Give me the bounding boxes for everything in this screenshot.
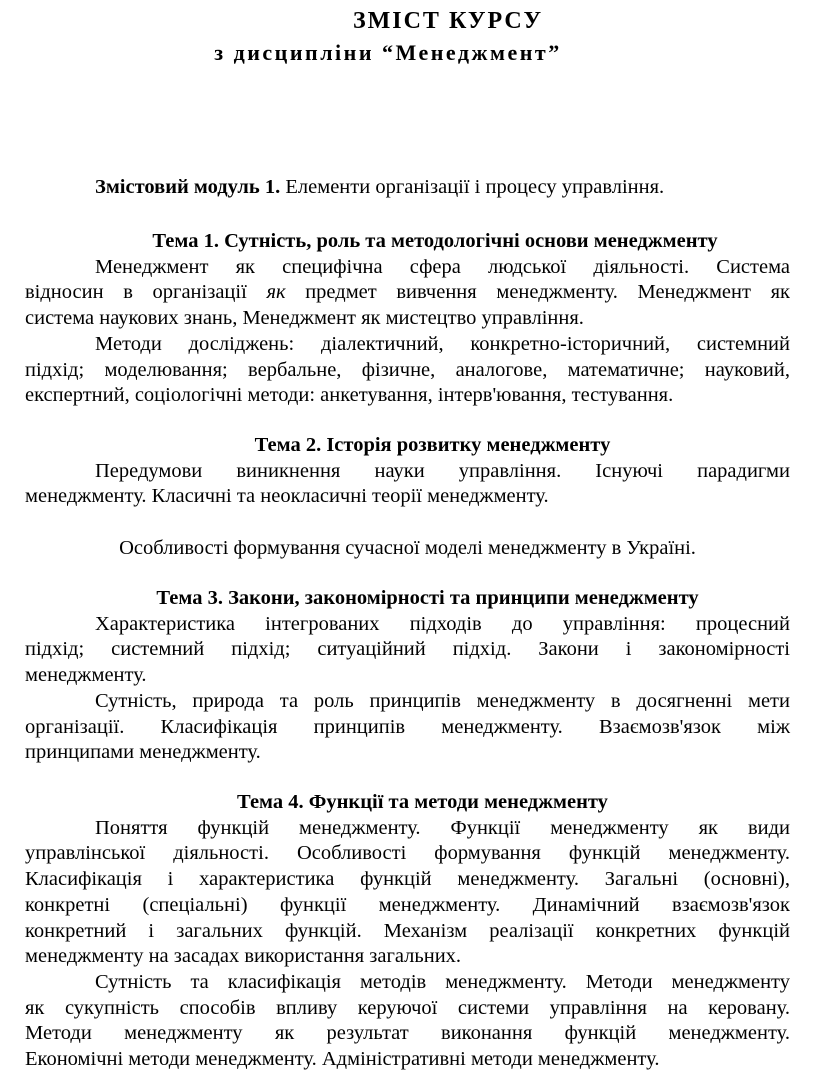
topic-3-heading: Тема 3. Закони, закономірності та принципи менеджменту <box>156 587 699 609</box>
text-line: менеджменту. Класичні та неокласичні теорії менеджменту. <box>25 485 549 508</box>
topic-4-heading: Тема 4. Функції та методи менеджменту <box>237 791 608 813</box>
module-label: Змістовий модуль 1. <box>95 176 281 198</box>
module-text: Елементи організації і процесу управління. <box>280 176 665 198</box>
italic-segment: як <box>266 281 286 304</box>
text-line: підхід; моделювання; вербальне, фізичне, аналогове, математичне; науковий, <box>25 358 790 381</box>
topic-2-heading: Тема 2. Історія розвитку менеджменту <box>254 434 611 456</box>
text-line: Особливості формування сучасної моделі менеджменту в Україні. <box>119 536 696 559</box>
text-line <box>25 280 790 306</box>
topic-1 <box>25 229 790 409</box>
text-line: управлінської діяльності. Особливості формування функцій менеджменту. <box>25 842 790 865</box>
text-line: експертний, соціологічні методи: анкетування, інтерв'ювання, тестування. <box>25 384 674 407</box>
document-title: ЗМІСТ КУРСУ <box>352 8 544 34</box>
text-line: система наукових знань, Менеджмент як мистецтво управління. <box>25 307 584 330</box>
text-line: як сукупність способів впливу керуючої системи управління на керовану. <box>25 996 790 1019</box>
text-line: Класифікація і характеристика функцій менеджменту. Загальні (основні), <box>25 868 790 891</box>
text-line: Характеристика інтегрованих підходів до управління: процесний <box>95 612 790 635</box>
topic-1-heading: Тема 1. Сутність, роль та методологічні основи менеджменту <box>152 230 718 252</box>
text-segment: відносин в організації <box>25 281 267 304</box>
text-line: Поняття функцій менеджменту. Функції менеджменту як види <box>95 816 790 839</box>
text-line: Менеджмент як специфічна сфера людської діяльності. Система <box>95 255 790 278</box>
text-line: конкретні (спеціальні) функції менеджменту. Динамічний взаємозв'язок <box>25 893 790 916</box>
topic-4 <box>25 790 790 1073</box>
text-line: Сутність, природа та роль принципів менеджменту в досягненні мети <box>95 689 790 712</box>
text-segment: предмет вивчення менеджменту. Менеджмент як <box>285 281 790 304</box>
text-line: принципами менеджменту. <box>25 741 261 764</box>
text-line: Передумови виникнення науки управління. Існуючі парадигми <box>95 459 790 482</box>
text-line: менеджменту. <box>25 664 147 687</box>
text-line: Методи досліджень: діалектичний, конкретно-історичний, системний <box>95 332 790 355</box>
topic-2 <box>25 433 790 562</box>
text-line: підхід; системний підхід; ситуаційний підхід. Закони і закономірності <box>25 638 790 661</box>
text-line: організації. Класифікація принципів менеджменту. Взаємозв'язок між <box>25 715 790 738</box>
topic-3 <box>25 586 790 766</box>
text-line: Сутність та класифікація методів менеджменту. Методи менеджменту <box>95 970 790 993</box>
document-subtitle: з дисципліни “Менеджмент” <box>214 40 562 65</box>
module-heading <box>95 175 795 201</box>
text-line: менеджменту на засадах використання загальних. <box>25 945 462 968</box>
text-line: конкретний і загальних функцій. Механізм реалізації конкретних функцій <box>25 919 790 942</box>
text-line: Методи менеджменту як результат виконання функцій менеджменту. <box>25 1022 790 1045</box>
text-line: Економічні методи менеджменту. Адміністративні методи менеджменту. <box>25 1048 660 1071</box>
